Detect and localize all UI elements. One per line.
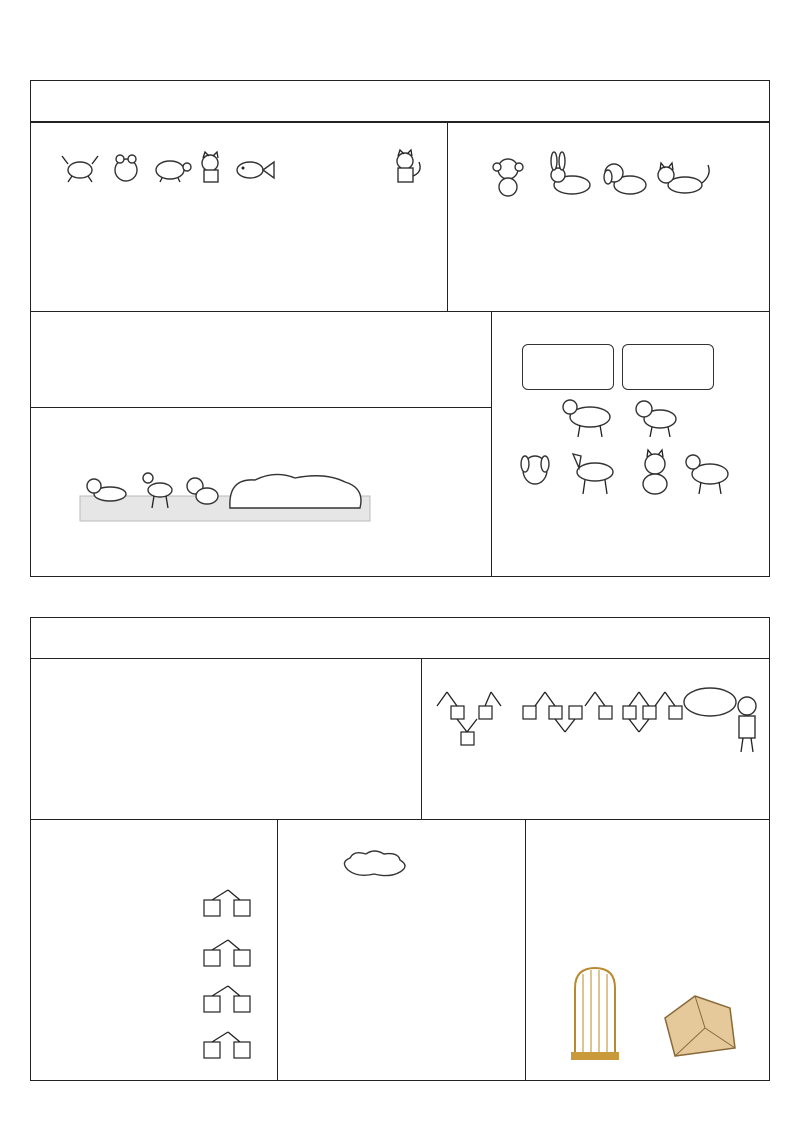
dog-image [636,401,676,437]
lesson4-goal-box [30,617,770,659]
frog-image [115,155,137,181]
birds-and-cages-image [545,928,755,1068]
number-tree-1 [437,692,501,745]
cat-image [658,163,709,193]
dog-image [604,164,646,194]
animal-lineup-images [515,448,735,498]
horse-image [573,454,613,494]
thought-bubble [684,688,736,716]
thinking-boy-image [738,697,756,752]
number-tree-diagrams [425,684,765,754]
animal-row-images [58,150,278,186]
fish-image [237,162,274,178]
split-diagram [204,940,250,966]
turtle-image [156,161,191,182]
race-scene-image [80,466,370,522]
cat-image [387,148,427,188]
mushroom-house-row [520,512,740,564]
l3-section2-box [447,122,770,312]
flower-row [40,367,460,403]
bush-image [230,474,361,508]
wooden-birdhouse-image [665,996,735,1056]
crab-image [62,156,98,182]
cow-image [686,455,728,494]
cloud-icon [340,850,410,876]
number-tree-2 [523,692,612,732]
split-diagram [204,1032,250,1058]
cat-image [202,152,218,182]
rabbit-image [551,152,590,194]
split-diagrams [200,880,260,1070]
animal-parade-images [490,155,720,200]
split-diagram [204,986,250,1012]
dog-image [521,456,549,484]
number-clouds [280,925,520,1035]
speech-bubble-1 [522,344,614,390]
cow-image [563,400,610,437]
lesson3-goal-box [30,80,770,122]
l4-section1-box [30,658,422,820]
monkey-image [493,159,523,196]
birdcage-image [571,968,619,1060]
speech-bubble-2 [622,344,714,390]
split-diagram [204,890,250,916]
cat-image [643,450,667,494]
number-tree-3 [623,692,682,732]
cow-and-dog-images [560,395,710,440]
